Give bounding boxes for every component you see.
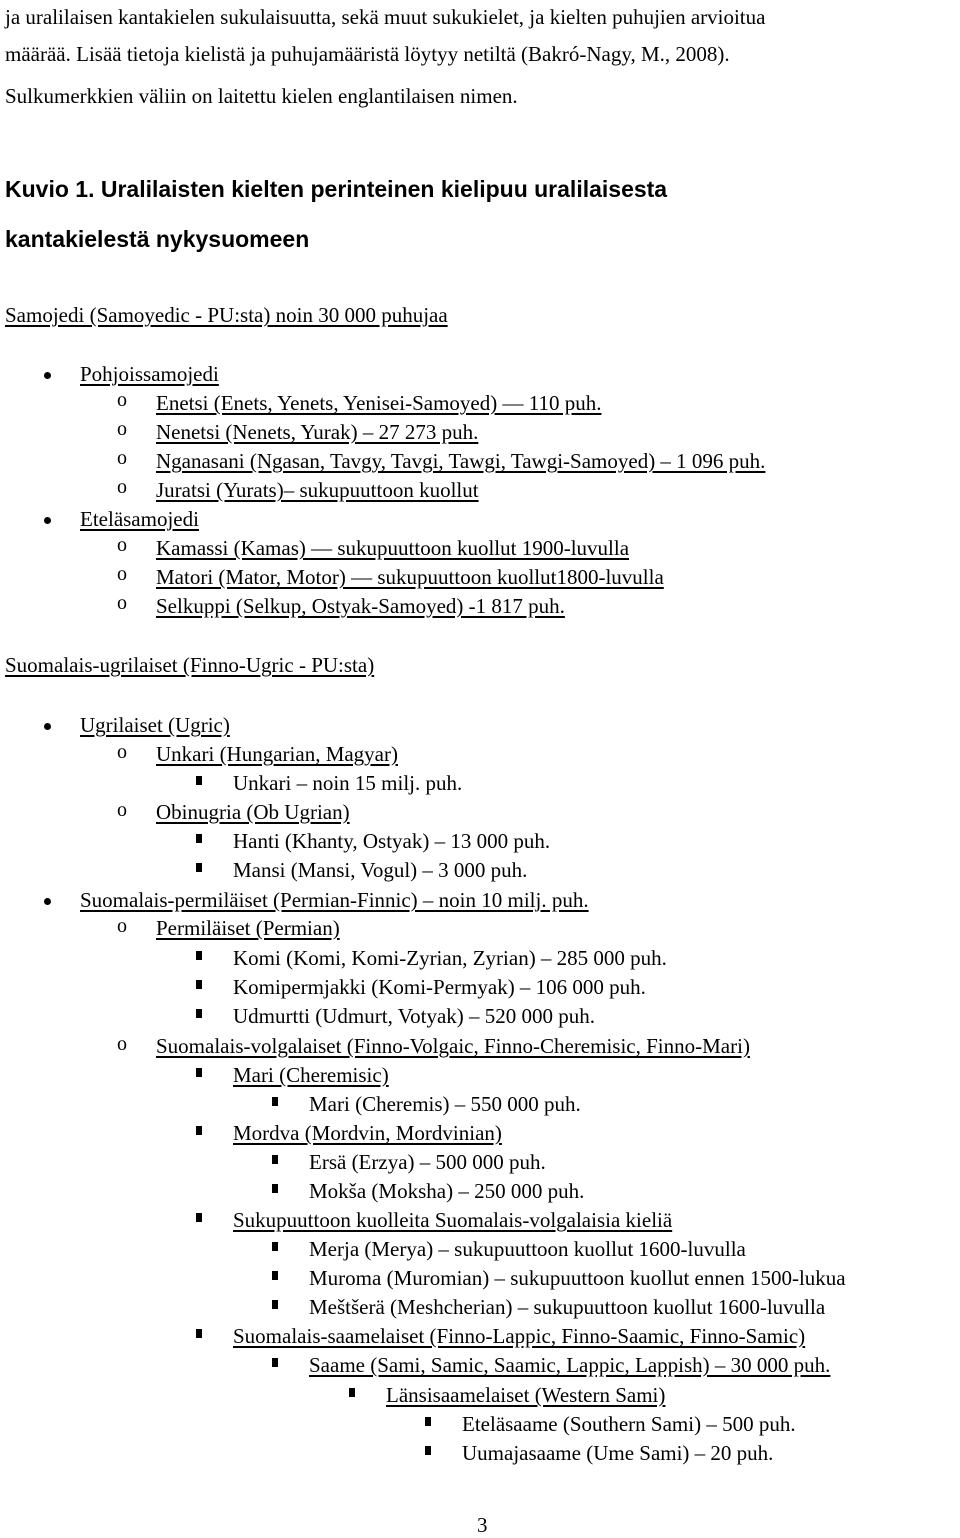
list-item: Mari (Cheremis) – 550 000 puh. — [309, 1092, 581, 1116]
finno-ugric-heading: Suomalais-ugrilaiset (Finno-Ugric - PU:sta) — [5, 653, 375, 677]
circle-bullet-icon: o — [117, 563, 127, 585]
square-bullet-icon — [196, 1126, 202, 1135]
square-bullet-icon — [196, 1213, 202, 1222]
list-item: Mari (Cheremisic) — [233, 1063, 389, 1087]
list-item: Sukupuuttoon kuolleita Suomalais-volgalaisia kieliä — [233, 1208, 673, 1232]
square-bullet-icon — [272, 1242, 278, 1251]
list-item: Ersä (Erzya) – 500 000 puh. — [309, 1150, 546, 1174]
list-item: Suomalais-volgalaiset (Finno-Volgaic, Finno-Cheremisic, Finno-Mari) — [156, 1034, 750, 1058]
square-bullet-icon — [196, 1068, 202, 1077]
list-item: Ugrilaiset (Ugric) — [80, 713, 230, 737]
list-item: Pohjoissamojedi — [80, 362, 219, 386]
square-bullet-icon — [196, 776, 202, 785]
list-item: Matori (Mator, Motor) — sukupuuttoon kuollut1800-luvulla — [156, 565, 664, 589]
figure-title-line-1: Kuvio 1. Uralilaisten kielten perinteinen kielipuu uralilaisesta — [5, 176, 668, 202]
circle-bullet-icon: o — [117, 534, 127, 556]
list-item: Suomalais-saamelaiset (Finno-Lappic, Finno-Saamic, Finno-Samic) — [233, 1324, 806, 1348]
circle-bullet-icon: o — [117, 476, 127, 498]
square-bullet-icon — [196, 1329, 202, 1338]
square-bullet-icon — [272, 1184, 278, 1193]
square-bullet-icon — [425, 1446, 431, 1455]
square-bullet-icon — [272, 1271, 278, 1280]
list-item: Hanti (Khanty, Ostyak) – 13 000 puh. — [233, 829, 551, 853]
list-item: Komi (Komi, Komi-Zyrian, Zyrian) – 285 000 puh. — [233, 946, 667, 970]
square-bullet-icon — [349, 1388, 355, 1397]
samoyed-heading: Samojedi (Samoyedic - PU:sta) noin 30 000 puhujaa — [5, 303, 448, 327]
bullet-icon — [44, 723, 51, 730]
circle-bullet-icon: o — [117, 418, 127, 440]
list-item: Nenetsi (Nenets, Yurak) – 27 273 puh. — [156, 420, 479, 444]
circle-bullet-icon: o — [117, 799, 127, 821]
list-item: Eteläsaame (Southern Sami) – 500 puh. — [462, 1412, 796, 1436]
circle-bullet-icon: o — [117, 447, 127, 469]
list-item: Unkari (Hungarian, Magyar) — [156, 742, 398, 766]
list-item: Mansi (Mansi, Vogul) – 3 000 puh. — [233, 858, 528, 882]
square-bullet-icon — [272, 1300, 278, 1309]
bullet-icon — [44, 517, 51, 524]
circle-bullet-icon: o — [117, 592, 127, 614]
list-item: Uumajasaame (Ume Sami) – 20 puh. — [462, 1441, 774, 1465]
list-item: Länsisaamelaiset (Western Sami) — [386, 1383, 666, 1407]
bullet-icon — [44, 372, 51, 379]
list-item: Suomalais-permiläiset (Permian-Finnic) – noin 10 milj. puh. — [80, 888, 589, 912]
list-item: Komipermjakki (Komi-Permyak) – 106 000 puh. — [233, 975, 646, 999]
square-bullet-icon — [272, 1358, 278, 1367]
square-bullet-icon — [425, 1417, 431, 1426]
list-item: Enetsi (Enets, Yenets, Yenisei-Samoyed) — 110 puh. — [156, 391, 602, 415]
circle-bullet-icon: o — [117, 389, 127, 411]
bullet-icon — [44, 898, 51, 905]
square-bullet-icon — [196, 951, 202, 960]
list-item: Juratsi (Yurats)– sukupuuttoon kuollut — [156, 478, 479, 502]
figure-title-line-2: kantakielestä nykysuomeen — [5, 226, 310, 252]
list-item: Unkari – noin 15 milj. puh. — [233, 771, 463, 795]
list-item: Udmurtti (Udmurt, Votyak) – 520 000 puh. — [233, 1004, 596, 1028]
intro-line-3: Sulkumerkkien väliin on laitettu kielen englantilaisen nimen. — [5, 84, 518, 108]
intro-line-1: ja uralilaisen kantakielen sukulaisuutta, sekä muut sukukielet, ja kielten puhujien arvioitua — [5, 5, 766, 29]
square-bullet-icon — [272, 1097, 278, 1106]
square-bullet-icon — [196, 1009, 202, 1018]
square-bullet-icon — [196, 980, 202, 989]
circle-bullet-icon: o — [117, 1033, 127, 1055]
list-item: Muroma (Muromian) – sukupuuttoon kuollut ennen 1500-lukua — [309, 1266, 846, 1290]
circle-bullet-icon: o — [117, 741, 127, 763]
intro-line-2: määrää. Lisää tietoja kielistä ja puhujamääristä löytyy netiltä (Bakró-Nagy, M., 2008). — [5, 42, 730, 66]
list-item: Merja (Merya) – sukupuuttoon kuollut 1600-luvulla — [309, 1237, 746, 1261]
list-item: Permiläiset (Permian) — [156, 916, 340, 940]
square-bullet-icon — [272, 1155, 278, 1164]
square-bullet-icon — [196, 834, 202, 843]
list-item: Eteläsamojedi — [80, 507, 199, 531]
list-item: Meštšerä (Meshcherian) – sukupuuttoon kuollut 1600-luvulla — [309, 1295, 826, 1319]
list-item: Kamassi (Kamas) — sukupuuttoon kuollut 1900-luvulla — [156, 536, 630, 560]
list-item: Saame (Sami, Samic, Saamic, Lappic, Lappish) – 30 000 puh. — [309, 1353, 831, 1377]
page-number: 3 — [477, 1513, 488, 1537]
list-item: Nganasani (Ngasan, Tavgy, Tavgi, Tawgi, Tawgi-Samoyed) – 1 096 puh. — [156, 449, 766, 473]
list-item: Mordva (Mordvin, Mordvinian) — [233, 1121, 502, 1145]
circle-bullet-icon: o — [117, 915, 127, 937]
square-bullet-icon — [196, 863, 202, 872]
list-item: Selkuppi (Selkup, Ostyak-Samoyed) -1 817 puh. — [156, 594, 565, 618]
list-item: Obinugria (Ob Ugrian) — [156, 800, 350, 824]
list-item: Mokša (Moksha) – 250 000 puh. — [309, 1179, 585, 1203]
